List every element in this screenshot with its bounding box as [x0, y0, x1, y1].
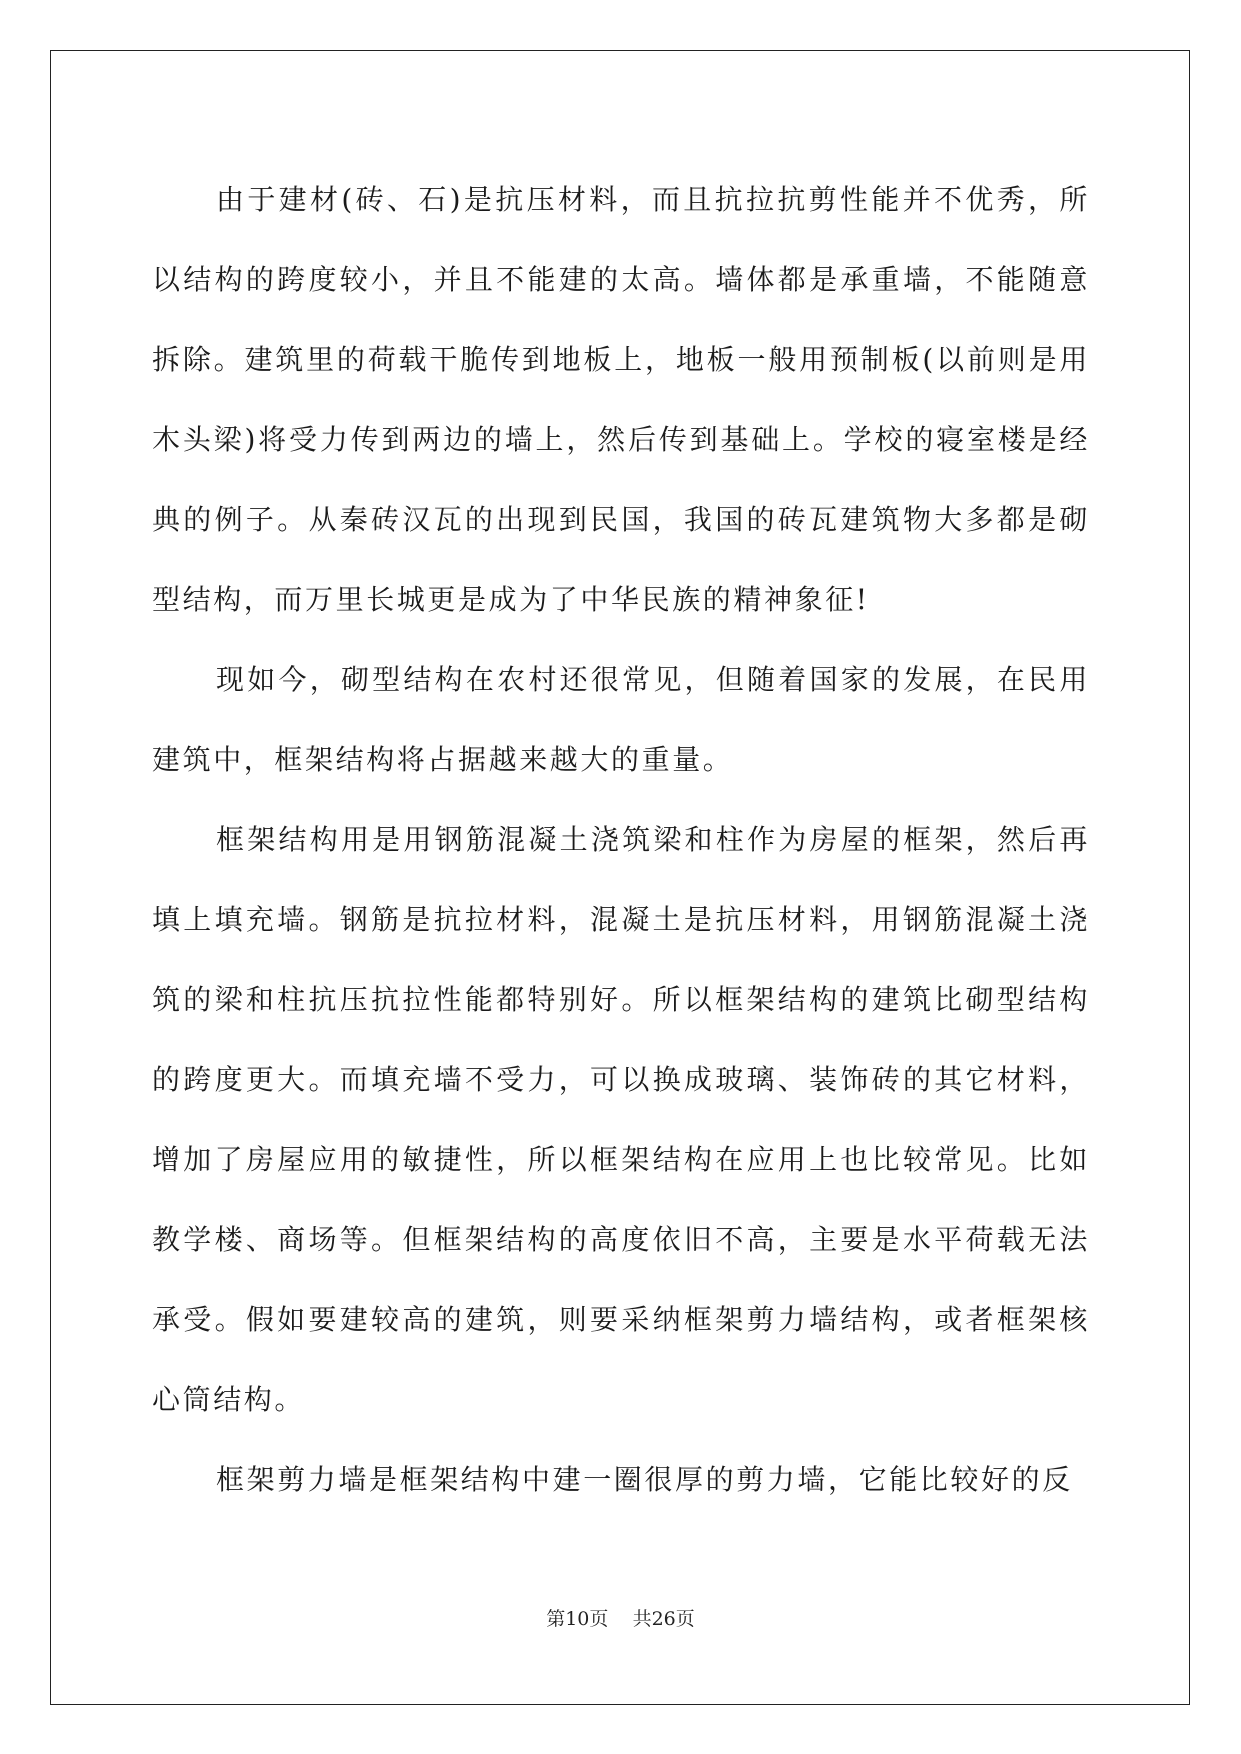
total-pages: 共26页 [632, 1608, 695, 1630]
page-number: 第10页 [546, 1608, 609, 1630]
document-body [152, 160, 1090, 1520]
paragraph-rural-usage: 现如今，砌型结构在农村还很常见，但随着国家的发展，在民用建筑中，框架结构将占据越来越大的重量。 [152, 663, 1090, 776]
paragraph-frame-structure: 框架结构用是用钢筋混凝土浇筑梁和柱作为房屋的框架，然后再填上填充墙。钢筋是抗拉材料，混凝土是抗压材料，用钢筋混凝土浇筑的梁和柱抗压抗拉性能都特别好。所以框架结构的建筑比砌型结构的跨度更大。而填充墙不受力，可以换成玻璃、装饰砖的其它材料，增加了房屋应用的敏捷性，所以框架结构在应用上也比较常见。比如教学楼、商场等。但框架结构的高度依旧不高，主要是水平荷载无法承受。假如要建较高的建筑，则要采纳框架剪力墙结构，或者框架核心筒结构。 [152, 823, 1090, 1416]
paragraph-shear-wall: 框架剪力墙是框架结构中建一圈很厚的剪力墙，它能比较好的反 [216, 1463, 1073, 1496]
page-footer [0, 1604, 1241, 1631]
paragraph-masonry-structure: 由于建材(砖、石)是抗压材料，而且抗拉抗剪性能并不优秀，所以结构的跨度较小，并且不能建的太高。墙体都是承重墙，不能随意拆除。建筑里的荷载干脆传到地板上，地板一般用预制板(以前则是用木头梁)将受力传到两边的墙上，然后传到基础上。学校的寝室楼是经典的例子。从秦砖汉瓦的出现到民国，我国的砖瓦建筑物大多都是砌型结构，而万里长城更是成为了中华民族的精神象征! [152, 183, 1090, 616]
